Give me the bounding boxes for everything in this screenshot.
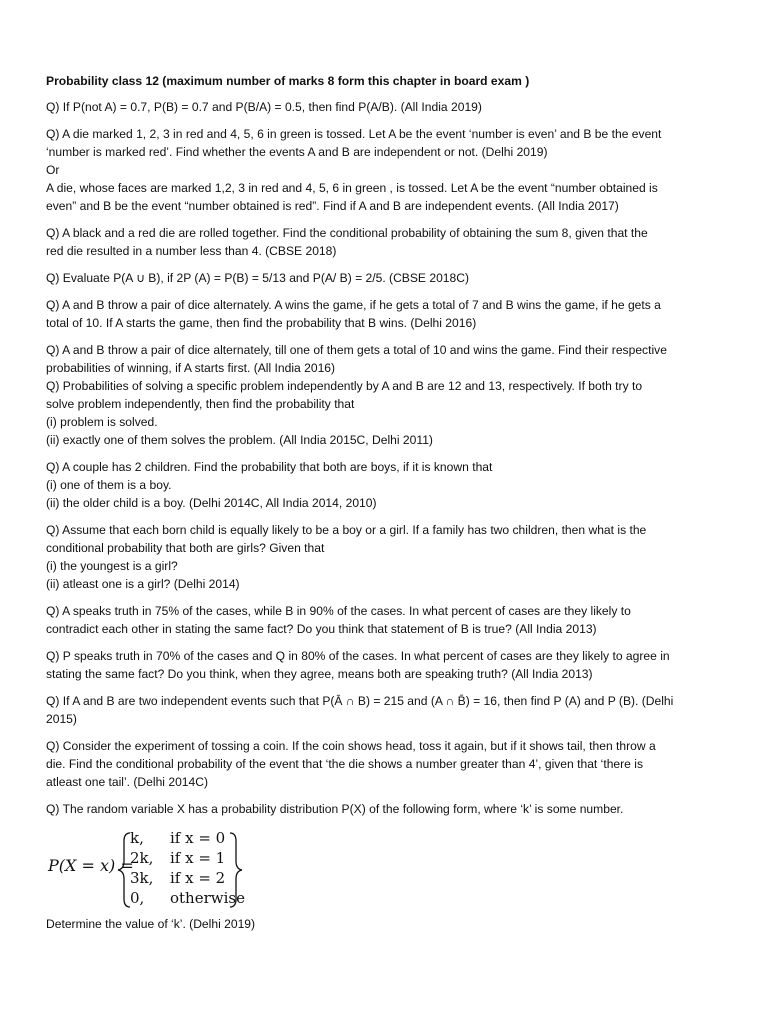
question-q7 <box>46 377 728 449</box>
closing-question: Determine the value of ‘k’. (Delhi 2019) <box>46 917 256 931</box>
question-line: Q) A couple has 2 children. Find the probability that both are boys, if it is known that <box>46 460 493 474</box>
question-line: (ii) atleast one is a girl? (Delhi 2014) <box>46 577 240 591</box>
formula-lhs: P(X = x) = <box>48 856 134 875</box>
question-line: atleast one tail’. (Delhi 2014C) <box>46 775 209 789</box>
question-q13 <box>46 737 728 791</box>
question-line: even” and B be the event “number obtained is red”. Find if A and B are independent events. (All India 2017) <box>46 199 619 213</box>
question-line: stating the same fact? Do you think, when they agree, means both are speaking truth? (All India 2013) <box>46 667 593 681</box>
probability-distribution-formula <box>46 827 728 913</box>
question-line: 2015) <box>46 712 77 726</box>
question-q3 <box>46 224 728 260</box>
question-line: Or <box>46 163 60 177</box>
question-line: ‘number is marked red’. Find whether the events A and B are independent or not. (Delhi 2019) <box>46 145 548 159</box>
question-line: (i) the youngest is a girl? <box>46 559 178 573</box>
question-line: Q) If A and B are two independent events such that P(Ā ∩ B) = 215 and (A ∩ B̄) = 16, then find P (A) and P (B). (Delhi <box>46 694 674 708</box>
question-line: Q) Consider the experiment of tossing a coin. If the coin shows head, toss it again, but if it shows tail, then throw a <box>46 739 656 753</box>
question-q9 <box>46 521 728 593</box>
question-line: Q) Evaluate P(A ∪ B), if 2P (A) = P(B) = 5/13 and P(A/ B) = 2/5. (CBSE 2018C) <box>46 271 470 285</box>
question-line: Q) Assume that each born child is equally likely to be a boy or a girl. If a family has two children, then what is the <box>46 523 647 537</box>
question-q10 <box>46 602 728 638</box>
question-line: Q) The random variable X has a probability distribution P(X) of the following form, where ‘k’ is some number. <box>46 802 624 816</box>
question-line: Q) A die marked 1, 2, 3 in red and 4, 5, 6 in green is tossed. Let A be the event ‘number is even’ and B be the event <box>46 127 662 141</box>
question-line: total of 10. If A starts the game, then find the probability that B wins. (Delhi 2016) <box>46 316 477 330</box>
question-line: (ii) the older child is a boy. (Delhi 2014C, All India 2014, 2010) <box>46 496 377 510</box>
question-line: solve problem independently, then find the probability that <box>46 397 355 411</box>
question-line: Q) If P(not A) = 0.7, P(B) = 0.7 and P(B/A) = 0.5, then find P(A/B). (All India 2019) <box>46 100 482 114</box>
question-q8 <box>46 458 728 512</box>
question-line: Q) A and B throw a pair of dice alternately, till one of them gets a total of 10 and wins the game. Find their respective <box>46 343 667 357</box>
question-q12 <box>46 692 728 728</box>
question-line: contradict each other in stating the same fact? Do you think that statement of B is true? (All India 2013) <box>46 622 597 636</box>
case-condition: if x = 2 <box>170 869 226 887</box>
question-q1 <box>46 98 728 116</box>
question-q14 <box>46 800 728 818</box>
case-value: 2k, <box>130 849 154 867</box>
question-line: Q) A black and a red die are rolled together. Find the conditional probability of obtaining the sum 8, given that the <box>46 226 648 240</box>
question-line: red die resulted in a number less than 4. (CBSE 2018) <box>46 244 337 258</box>
question-q5 <box>46 296 728 332</box>
question-q2 <box>46 125 728 215</box>
question-line: (ii) exactly one of them solves the problem. (All India 2015C, Delhi 2011) <box>46 433 433 447</box>
page-title: Probability class 12 (maximum number of marks 8 form this chapter in board exam ) <box>46 74 530 88</box>
question-q4 <box>46 269 728 287</box>
question-line: die. Find the conditional probability of the event that ‘the die shows a number greater than 4’, given that ‘there is <box>46 757 643 771</box>
question-q6 <box>46 341 728 377</box>
question-line: Q) A and B throw a pair of dice alternately. A wins the game, if he gets a total of 7 and B wins the game, if he gets a <box>46 298 661 312</box>
case-condition: if x = 1 <box>170 849 226 867</box>
question-line: probabilities of winning, if A starts first. (All India 2016) <box>46 361 336 375</box>
case-value: 3k, <box>130 869 154 887</box>
question-q11 <box>46 647 728 683</box>
question-line: Q) A speaks truth in 75% of the cases, while B in 90% of the cases. In what percent of cases are they likely to <box>46 604 631 618</box>
question-line: A die, whose faces are marked 1,2, 3 in red and 4, 5, 6 in green , is tossed. Let A be the event “number obtained is <box>46 181 658 195</box>
case-condition: otherwise <box>170 889 245 907</box>
case-value: k, <box>130 829 144 847</box>
question-line: Q) P speaks truth in 70% of the cases and Q in 80% of the cases. In what percent of cases are they likely to agree in <box>46 649 670 663</box>
question-line: conditional probability that both are girls? Given that <box>46 541 325 555</box>
question-list <box>46 98 728 818</box>
question-line: (i) problem is solved. <box>46 415 158 429</box>
case-condition: if x = 0 <box>170 829 226 847</box>
question-line: (i) one of them is a boy. <box>46 478 172 492</box>
question-line: Q) Probabilities of solving a specific problem independently by A and B are 12 and 13, respectively. If both try to <box>46 379 643 393</box>
case-value: 0, <box>130 889 145 907</box>
